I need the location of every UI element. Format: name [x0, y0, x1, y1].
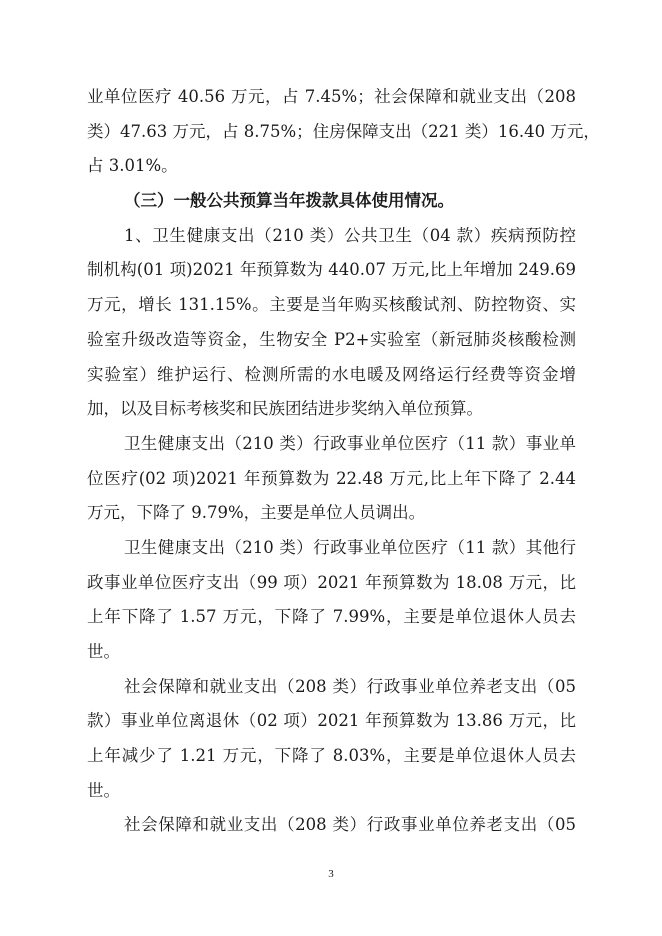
page-number: 3	[328, 868, 334, 880]
text-line: 验室升级改造等资金，生物安全 P2+实验室（新冠肺炎核酸检测	[87, 329, 576, 349]
text-line: 位医疗(02 项)2021 年预算数为 22.48 万元,比上年下降了 2.44	[87, 468, 576, 488]
text-line: 卫生健康支出（210 类）行政事业单位医疗（11 款）其他行	[124, 537, 576, 557]
text-line: 业单位医疗 40.56 万元，占 7.45%；社会保障和就业支出（208	[87, 87, 576, 106]
text-line: 万元，增长 131.15%。主要是当年购买核酸试剂、防控物资、实	[87, 295, 576, 315]
text-line: 款）事业单位离退休（02 项）2021 年预算数为 13.86 万元，比	[87, 711, 576, 731]
text-line: 制机构(01 项)2021 年预算数为 440.07 万元,比上年增加 249.69	[87, 260, 576, 280]
text-line: 上年减少了 1.21 万元，下降了 8.03%，主要是单位退休人员去	[87, 746, 576, 766]
text-line: 社会保障和就业支出（208 类）行政事业单位养老支出（05	[124, 676, 576, 696]
text-line: 实验室）维护运行、检测所需的水电暖及网络运行经费等资金增	[87, 364, 576, 384]
text-line: 卫生健康支出（210 类）行政事业单位医疗（11 款）事业单	[124, 433, 576, 453]
text-line: 上年下降了 1.57 万元，下降了 7.99%，主要是单位退休人员去	[87, 607, 576, 627]
text-line: 万元，下降了 9.79%，主要是单位人员调出。	[87, 503, 426, 523]
text-line: 世。	[87, 642, 120, 661]
text-line: 政事业单位医疗支出（99 项）2021 年预算数为 18.08 万元，比	[87, 572, 576, 592]
text-line: 占 3.01%。	[87, 156, 178, 176]
text-line: 社会保障和就业支出（208 类）行政事业单位养老支出（05	[124, 815, 576, 835]
document-body	[87, 80, 600, 843]
text-line: 世。	[87, 780, 120, 800]
section-heading: （三）一般公共预算当年拨款具体使用情况。	[124, 191, 454, 211]
text-line: 类）47.63 万元，占 8.75%；住房保障支出（221 类）16.40 万元，	[87, 121, 600, 141]
text-line: 加，以及目标考核奖和民族团结进步奖纳入单位预算。	[87, 399, 483, 419]
text-line: 1、卫生健康支出（210 类）公共卫生（04 款）疾病预防控	[124, 225, 576, 245]
